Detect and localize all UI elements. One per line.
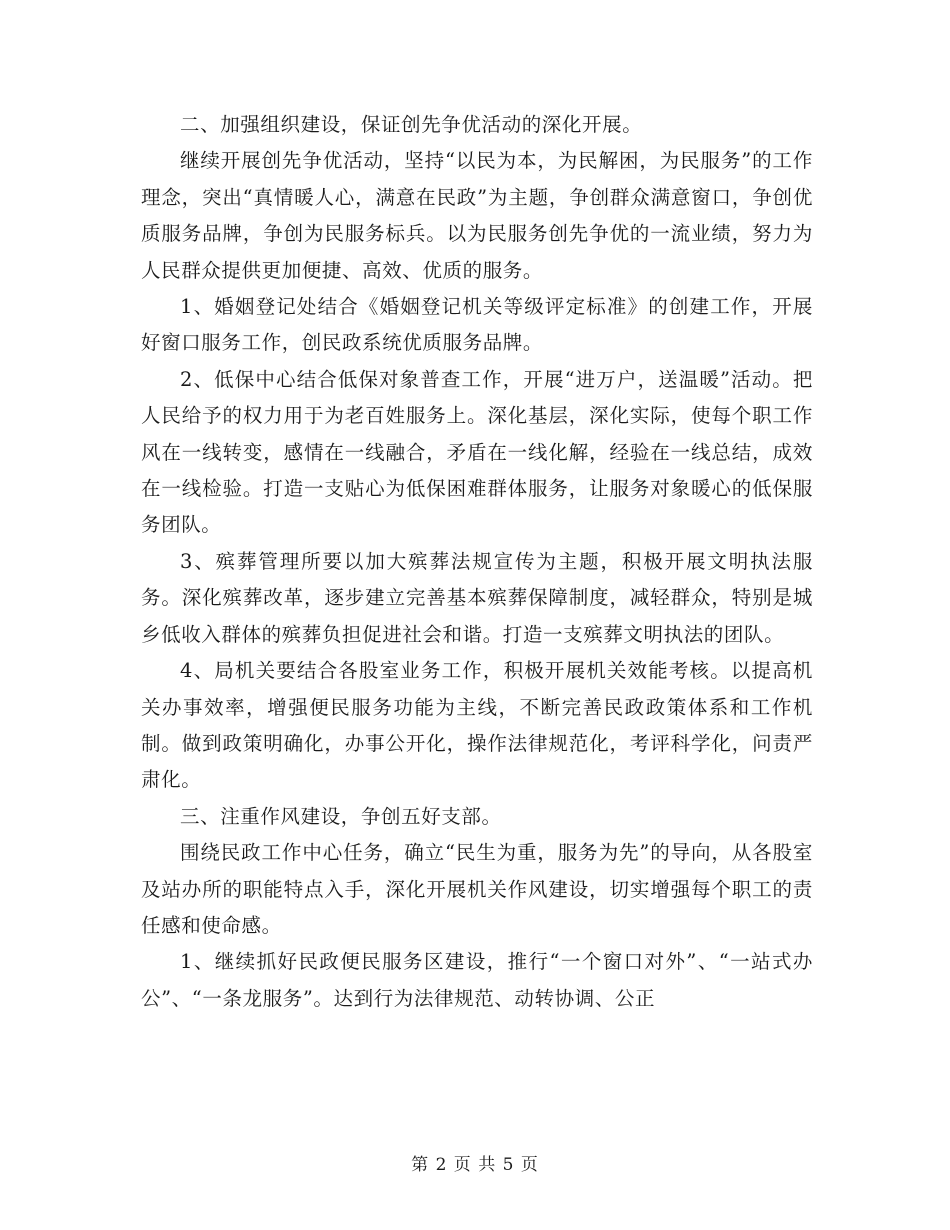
paragraph-marriage-registry: 1、婚姻登记处结合《婚姻登记机关等级评定标准》的创建工作，开展好窗口服务工作，创民政系统优质服务品牌。 [141, 295, 813, 355]
section-heading-work-style: 三、注重作风建设，争创五好支部。 [180, 804, 502, 828]
paragraph-funeral-management: 3、殡葬管理所要以加大殡葬法规宣传为主题，积极开展文明执法服务。深化殡葬改革，逐步建立完善基本殡葬保障制度，减轻群众，特别是城乡低收入群体的殡葬负担促进社会和谐。打造一支殡葬文明执法的团队。 [141, 549, 813, 646]
paragraph-work-style-overview: 围绕民政工作中心任务，确立“民生为重，服务为先”的导向，从各股室及站办所的职能特点入手，深化开展机关作风建设，切实增强每个职工的责任感和使命感。 [141, 841, 813, 937]
paragraph-service-area: 1、继续抓好民政便民服务区建设，推行“一个窗口对外”、“一站式办公”、“一条龙服务”。达到行为法律规范、动转协调、公正 [141, 950, 813, 1010]
page-number-footer: 第 2 页 共 5 页 [411, 1155, 539, 1175]
section-heading-organization: 二、加强组织建设，保证创先争优活动的深化开展。 [180, 113, 643, 136]
document-body [141, 107, 813, 1017]
paragraph-low-income-center: 2、低保中心结合低保对象普查工作，开展“进万户，送温暖”活动。把人民给予的权力用于为老百姓服务上。深化基层，深化实际，使每个职工作风在一线转变，感情在一线融合，矛盾在一线化解，经验在一线总结，成效在一线检验。打造一支贴心为低保困难群体服务，让服务对象暖心的低保服务团队。 [141, 367, 813, 537]
paragraph-activity-overview: 继续开展创先争优活动，坚持“以民为本，为民解困，为民服务”的工作理念，突出“真情暖人心，满意在民政”为主题，争创群众满意窗口，争创优质服务品牌，争创为民服务标兵。以为民服务创先争优的一流业绩，努力为人民群众提供更加便捷、高效、优质的服务。 [141, 149, 813, 282]
paragraph-bureau-office: 4、局机关要结合各股室业务工作，积极开展机关效能考核。以提高机关办事效率，增强便民服务功能为主线，不断完善民政政策体系和工作机制。做到政策明确化，办事公开化，操作法律规范化，考评科学化，问责严肃化。 [141, 659, 813, 792]
